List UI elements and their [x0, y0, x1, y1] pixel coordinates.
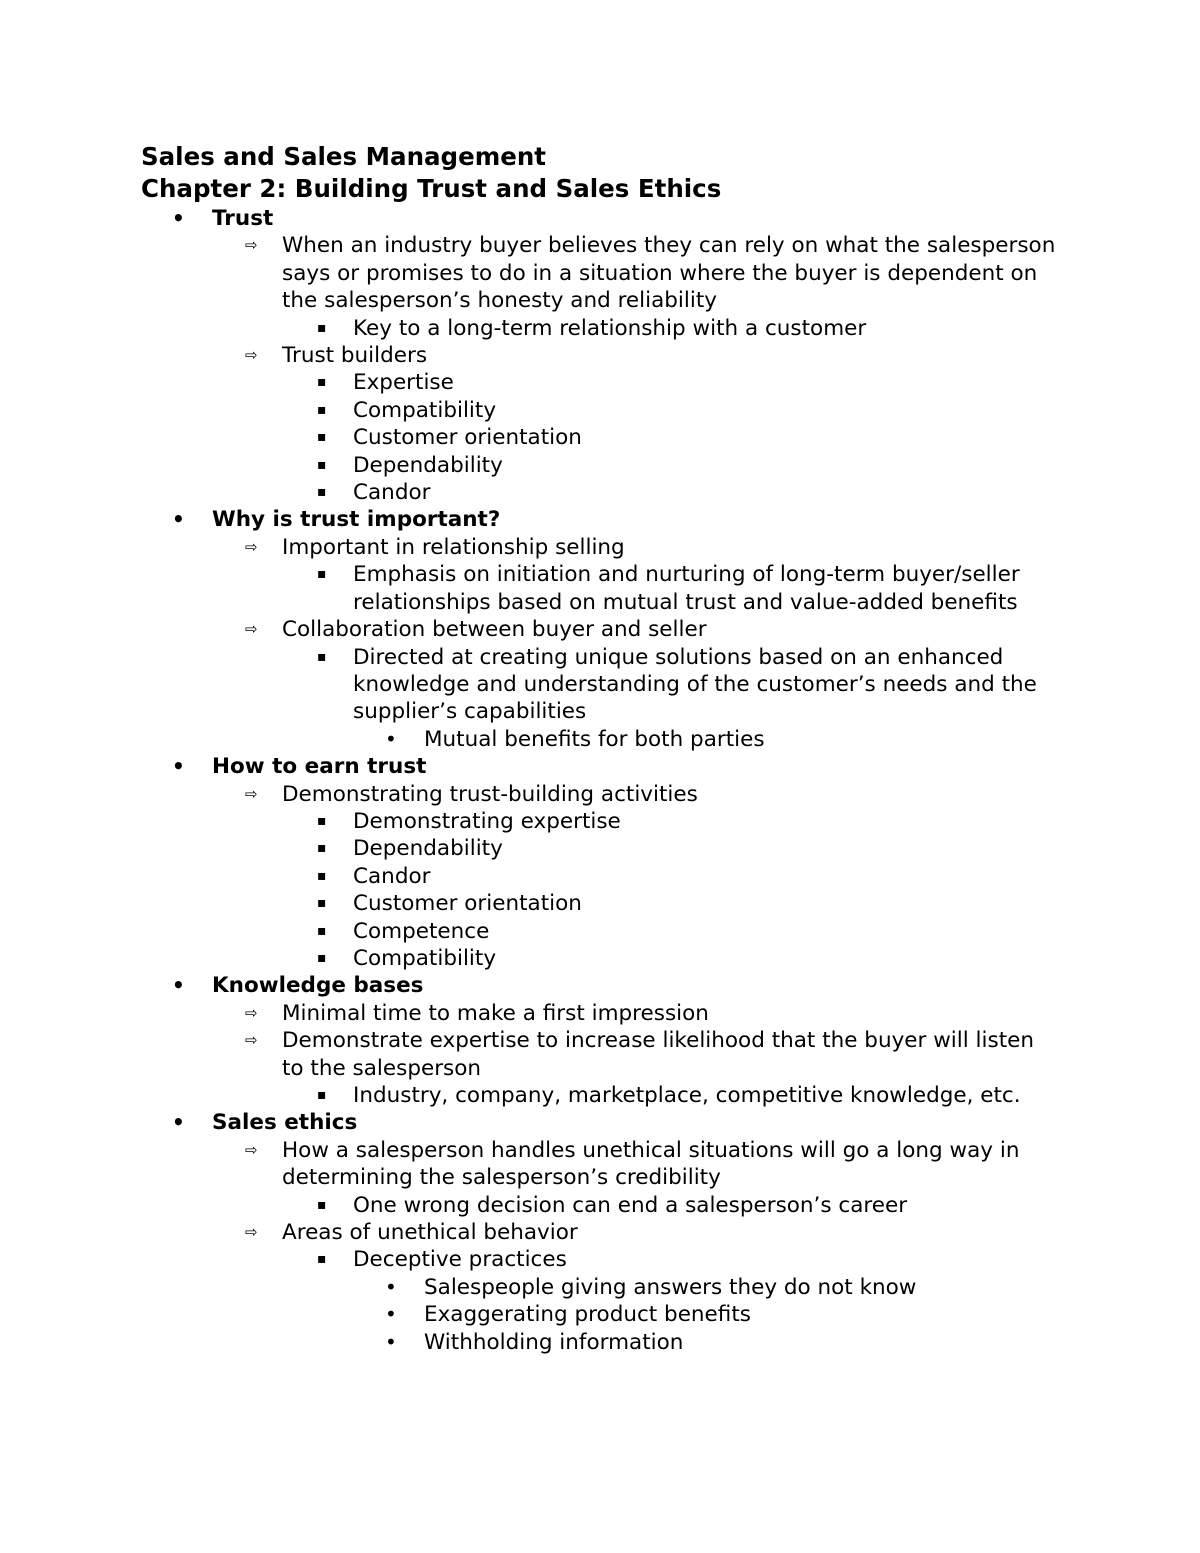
- sub-point-item: [141, 424, 1061, 451]
- sub-point-item: [141, 452, 1061, 479]
- point-item-text: Minimal time to make a first impression: [282, 1000, 709, 1026]
- point-item-text: Demonstrate expertise to increase likelihood that the buyer will listen to the salesperson: [282, 1028, 1034, 1081]
- square-bullet-icon: ▪: [317, 1087, 327, 1103]
- square-bullet-icon: ▪: [317, 867, 327, 884]
- sub-point-item: [141, 644, 1061, 726]
- point-item-text: Trust builders: [282, 343, 428, 369]
- section-heading-text: Knowledge bases: [212, 973, 424, 999]
- sub-point-item-text: Emphasis on initiation and nurturing of long-term buyer/seller relationships based on mutual trust and value-added benefits: [353, 562, 1020, 615]
- square-bullet-icon: ▪: [317, 401, 327, 418]
- point-item-text: Areas of unethical behavior: [282, 1220, 578, 1246]
- square-bullet-icon: ▪: [317, 812, 327, 829]
- bullet-icon: •: [385, 1274, 397, 1299]
- sub-point-item: [141, 863, 1061, 890]
- bullet-icon: •: [385, 1329, 397, 1354]
- point-item: [141, 781, 1061, 808]
- section-heading: [141, 1109, 1061, 1136]
- sub-point-item: [141, 1192, 1061, 1219]
- detail-item: [141, 1329, 1061, 1356]
- sub-point-item-text: Deceptive practices: [353, 1247, 567, 1273]
- sub-point-item-text: Key to a long-term relationship with a customer: [353, 315, 867, 341]
- detail-item-text: Withholding information: [424, 1329, 684, 1355]
- point-item: [141, 534, 1061, 561]
- square-bullet-icon: ▪: [317, 1196, 327, 1213]
- point-item-text: Demonstrating trust-building activities: [282, 781, 698, 807]
- sub-point-item-text: Candor: [353, 863, 431, 889]
- square-bullet-icon: ▪: [317, 319, 327, 336]
- sub-point-item: [141, 945, 1061, 972]
- arrow-icon: ⇨: [245, 1140, 258, 1159]
- detail-item: [141, 1301, 1061, 1328]
- sub-point-item: [141, 835, 1061, 862]
- detail-item-text: Exaggerating product benefits: [424, 1302, 751, 1328]
- document-title: Sales and Sales Management: [141, 142, 546, 171]
- point-item: [141, 1000, 1061, 1027]
- square-bullet-icon: ▪: [317, 429, 327, 446]
- point-item: [141, 1219, 1061, 1246]
- square-bullet-icon: ▪: [317, 1251, 327, 1268]
- sub-point-item-text: Directed at creating unique solutions based on an enhanced knowledge and understanding of the customer’s needs and the supplier’s capabilities: [353, 644, 1037, 725]
- point-item-text: Collaboration between buyer and seller: [282, 617, 707, 643]
- sub-point-item-text: Customer orientation: [353, 891, 582, 917]
- arrow-icon: ⇨: [245, 346, 258, 365]
- arrow-icon: ⇨: [245, 236, 258, 255]
- detail-item: [141, 726, 1061, 753]
- sub-point-item-text: Demonstrating expertise: [353, 808, 621, 834]
- outline-list: [141, 205, 1061, 1356]
- sub-point-item-text: Compatibility: [353, 397, 497, 423]
- section-heading: [141, 972, 1061, 999]
- arrow-icon: ⇨: [245, 620, 258, 639]
- sub-point-item: [141, 918, 1061, 945]
- sub-point-item-text: Dependability: [353, 836, 503, 862]
- point-item-text: How a salesperson handles unethical situations will go a long way in determining the salesperson’s credibility: [282, 1137, 1020, 1191]
- square-bullet-icon: ▪: [317, 949, 327, 966]
- sub-point-item: [141, 890, 1061, 917]
- bullet-icon: •: [172, 1110, 185, 1135]
- point-item: [141, 1027, 1061, 1082]
- square-bullet-icon: ▪: [317, 922, 327, 939]
- detail-item-text: Mutual benefits for both parties: [424, 726, 765, 752]
- point-item: [141, 616, 1061, 643]
- square-bullet-icon: ▪: [317, 374, 327, 391]
- sub-point-item-text: Dependability: [353, 452, 503, 478]
- sub-point-item: [141, 397, 1061, 424]
- bullet-icon: •: [385, 726, 397, 751]
- section-heading: [141, 205, 1061, 232]
- square-bullet-icon: ▪: [317, 456, 327, 473]
- bullet-icon: •: [172, 754, 185, 779]
- sub-point-item-text: Candor: [353, 480, 431, 506]
- point-item-text: Important in relationship selling: [282, 534, 625, 560]
- sub-point-item-text: Industry, company, marketplace, competitive knowledge, etc.: [353, 1083, 1021, 1108]
- arrow-icon: ⇨: [245, 1223, 258, 1242]
- arrow-icon: ⇨: [245, 784, 258, 803]
- sub-point-item-text: Expertise: [353, 370, 454, 396]
- section-heading-text: Sales ethics: [212, 1110, 358, 1136]
- chapter-heading: Chapter 2: Building Trust and Sales Ethics: [141, 174, 722, 203]
- sub-point-item: [141, 808, 1061, 835]
- point-item: [141, 342, 1061, 369]
- section-heading-text: Why is trust important?: [212, 507, 501, 533]
- arrow-icon: ⇨: [245, 537, 258, 556]
- arrow-icon: ⇨: [245, 1031, 258, 1050]
- detail-item-text: Salespeople giving answers they do not know: [424, 1274, 917, 1300]
- bullet-icon: •: [172, 973, 185, 998]
- sub-point-item: [141, 561, 1061, 616]
- bullet-icon: •: [385, 1302, 397, 1327]
- arrow-icon: ⇨: [245, 1003, 258, 1022]
- point-item-text: When an industry buyer believes they can rely on what the salesperson says or promises to do in a situation where the buyer is dependent on the salesperson’s honesty and reliability: [282, 233, 1056, 314]
- section-heading-text: Trust: [212, 206, 274, 231]
- sub-point-item-text: One wrong decision can end a salesperson’s career: [353, 1192, 908, 1218]
- square-bullet-icon: ▪: [317, 566, 327, 583]
- point-item: [141, 1137, 1061, 1192]
- square-bullet-icon: ▪: [317, 648, 327, 665]
- sub-point-item-text: Compatibility: [353, 945, 497, 971]
- bullet-icon: •: [172, 507, 185, 532]
- section-heading: [141, 506, 1061, 533]
- sub-point-item-text: Customer orientation: [353, 425, 582, 451]
- sub-point-item: [141, 315, 1061, 342]
- sub-point-item: [141, 479, 1061, 506]
- sub-point-item-text: Competence: [353, 918, 490, 944]
- square-bullet-icon: ▪: [317, 484, 327, 501]
- bullet-icon: •: [172, 206, 185, 230]
- point-item: [141, 232, 1061, 314]
- square-bullet-icon: ▪: [317, 840, 327, 857]
- sub-point-item: [141, 1082, 1061, 1109]
- square-bullet-icon: ▪: [317, 895, 327, 912]
- sub-point-item: [141, 1246, 1061, 1273]
- document-page: [141, 141, 1061, 1356]
- sub-point-item: [141, 369, 1061, 396]
- section-heading: [141, 753, 1061, 780]
- section-heading-text: How to earn trust: [212, 754, 427, 780]
- detail-item: [141, 1274, 1061, 1301]
